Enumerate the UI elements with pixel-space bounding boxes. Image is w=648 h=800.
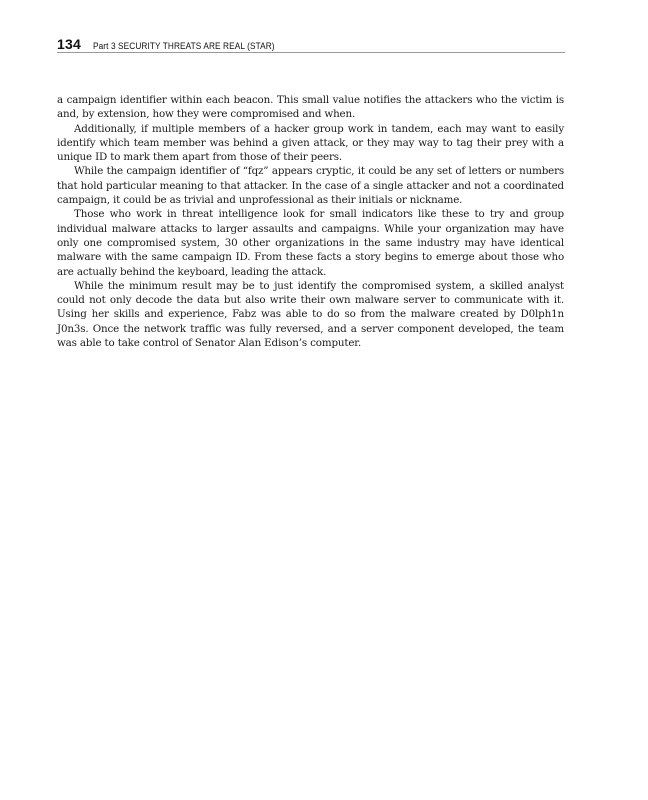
- running-head: Part 3 SECURITY THREATS ARE REAL (STAR): [92, 41, 275, 51]
- paragraph: a campaign identifier within each beacon. This small value notifies the attackers who the victim is and, by extension, how they were compromised and when.: [57, 94, 564, 121]
- paragraph: Those who work in threat intelligence look for small indicators like these to try and group individual malware attacks to larger assaults and campaigns. While your organization may have only one compromised system, 30 other organizations in the same industry may have identical malware with the same campaign ID. From these facts a story begins to emerge about those who are actually behind the keyboard, leading the attack.: [57, 208, 564, 278]
- paragraph: While the campaign identifier of “fqz” appears cryptic, it could be any set of letters or numbers that hold particular meaning to that attacker. In the case of a single attacker and not a coordinated campaign, it could be as trivial and unprofessional as their initials or nickname.: [57, 165, 564, 207]
- body-text: [57, 93, 564, 350]
- paragraph: While the minimum result may be to just identify the compromised system, a skilled analyst could not only decode the data but also write their own malware server to communicate with it. Using her skills and experience, Fabz was able to do so from the malware created by D0lph1n J0n3s. Once the network traffic was fully reversed, and a server component developed, the team was able to take control of Senator Alan Edison’s computer.: [57, 279, 564, 350]
- page-number: 134: [57, 36, 81, 52]
- page-header: [57, 36, 565, 53]
- paragraph: Additionally, if multiple members of a hacker group work in tandem, each may want to easily identify which team member was behind a given attack, or they may way to tag their prey with a unique ID to mark them apart from those of their peers.: [57, 122, 564, 164]
